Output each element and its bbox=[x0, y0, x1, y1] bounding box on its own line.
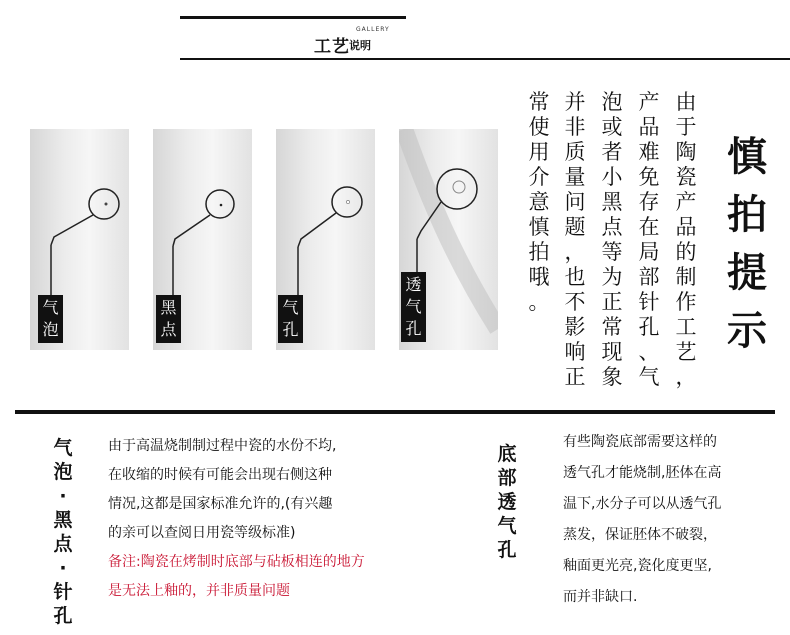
title-sub: 说明 bbox=[349, 39, 371, 52]
sample-photo-black-dot bbox=[153, 129, 252, 350]
defects-paragraph: 由于高温烧制制过程中瓷的水份不均, 在收缩的时候有可能会出现右侧这种 情况,这都是国家标准允许的,(有兴趣 的亲可以查阅日用瓷等级标准) 备注:陶瓷在烤制时底部与砧板相连的地方 是无法上釉的，并非质量问题 bbox=[108, 432, 365, 606]
defects-note: 备注:陶瓷在烤制时底部与砧板相连的地方 bbox=[108, 554, 365, 570]
sample-photo-pinhole bbox=[276, 129, 375, 350]
header-rule bbox=[180, 58, 790, 60]
sample-photo-vent-hole bbox=[399, 129, 498, 350]
notice-column-2: 产 品 难 免 存 在 局 部 针 孔 、 气 bbox=[638, 90, 660, 389]
vent-hole-heading: 底 部 透 气 孔 bbox=[497, 443, 517, 561]
notice-column-1: 由 于 陶 瓷 产 品 的 制 作 工 艺 ， bbox=[675, 90, 697, 389]
vent-hole-paragraph: 有些陶瓷底部需要这样的 透气孔才能烧制,胚体在高 温下,水分子可以从透气孔 蒸发，保证胚体不破裂， 釉面更光亮,瓷化度更坚, 而并非缺口. bbox=[563, 434, 722, 605]
notice-column-3: 泡 或 者 小 黑 点 等 为 正 常 现 象 bbox=[601, 90, 623, 389]
header-top-line bbox=[180, 16, 406, 19]
sample-label: 气 孔 bbox=[278, 295, 303, 343]
sample-label: 气 泡 bbox=[38, 295, 63, 343]
defects-note: 是无法上釉的，并非质量问题 bbox=[108, 583, 290, 599]
sample-photo-bubble bbox=[30, 129, 129, 350]
notice-column-5: 常 使 用 介 意 慎 拍 哦 。 bbox=[528, 90, 550, 314]
defects-heading: 气 泡 · 黑 点 · 针 孔 bbox=[53, 437, 73, 627]
middle-rule bbox=[15, 410, 775, 414]
sample-label: 透 气 孔 bbox=[401, 272, 426, 342]
sample-label: 黑 点 bbox=[156, 295, 181, 343]
notice-heading: 慎 拍 提 示 bbox=[727, 134, 767, 354]
title-english: GALLERY bbox=[356, 26, 390, 33]
notice-column-4: 并 非 质 量 问 题 ， 也 不 影 响 正 bbox=[564, 90, 586, 389]
section-title bbox=[300, 24, 412, 58]
title-main: 工艺 bbox=[314, 37, 350, 57]
